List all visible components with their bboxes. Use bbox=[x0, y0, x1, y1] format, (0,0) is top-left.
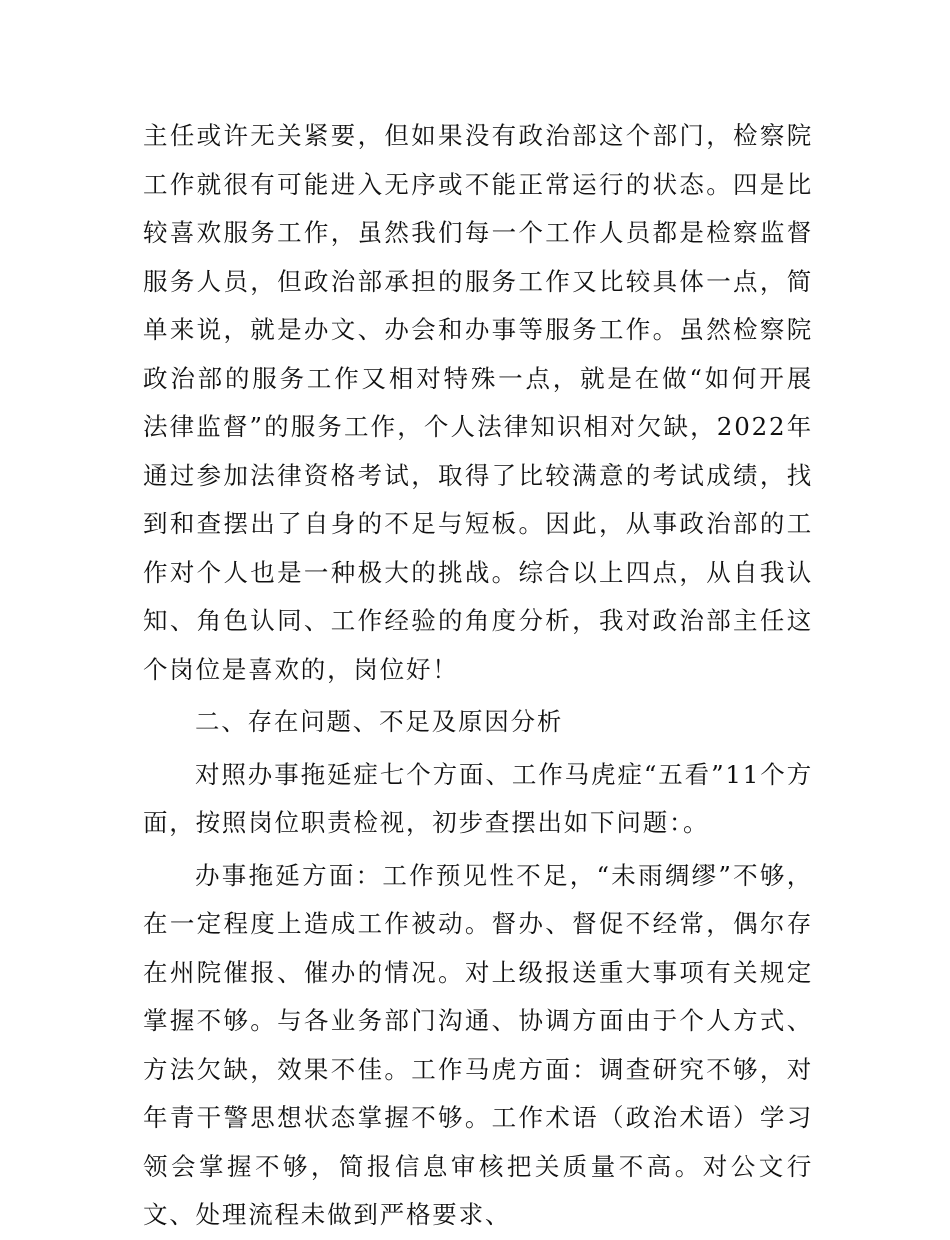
paragraph-continuation: 主任或许无关紧要，但如果没有政治部这个部门，检察院工作就很有可能进入无序或不能正常运行的状态。四是比较喜欢服务工作，虽然我们每一个工作人员都是检察监督服务人员，但政治部承担的服务工作又比较具体一点，简单来说，就是办文、办会和办事等服务工作。虽然检察院政治部的服务工作又相对特殊一点，就是在做“如何开展法律监督”的服务工作，个人法律知识相对欠缺，2022年通过参加法律资格考试，取得了比较满意的考试成绩，找到和查摆出了自身的不足与短板。因此，从事政治部的工作对个人也是一种极大的挑战。综合以上四点，从自我认知、角色认同、工作经验的角度分析，我对政治部主任这个岗位是喜欢的，岗位好！ bbox=[143, 121, 813, 684]
document-body bbox=[143, 112, 813, 1240]
paragraph-intro: 对照办事拖延症七个方面、工作马虎症“五看”11个方面，按照岗位职责检视，初步查摆出如下问题：。 bbox=[143, 759, 813, 837]
paragraph-problems: 办事拖延方面：工作预见性不足，“未雨绸缪”不够，在一定程度上造成工作被动。督办、督促不经常，偶尔存在州院催报、催办的情况。对上级报送重大事项有关规定掌握不够。与各业务部门沟通、协调方面由于个人方式、方法欠缺，效果不佳。工作马虎方面：调查研究不够，对年青干警思想状态掌握不够。工作术语（政治术语）学习领会掌握不够，简报信息审核把关质量不高。对公文行文、处理流程未做到严格要求、 bbox=[143, 860, 813, 1229]
section-heading: 二、存在问题、不足及原因分析 bbox=[195, 707, 564, 736]
